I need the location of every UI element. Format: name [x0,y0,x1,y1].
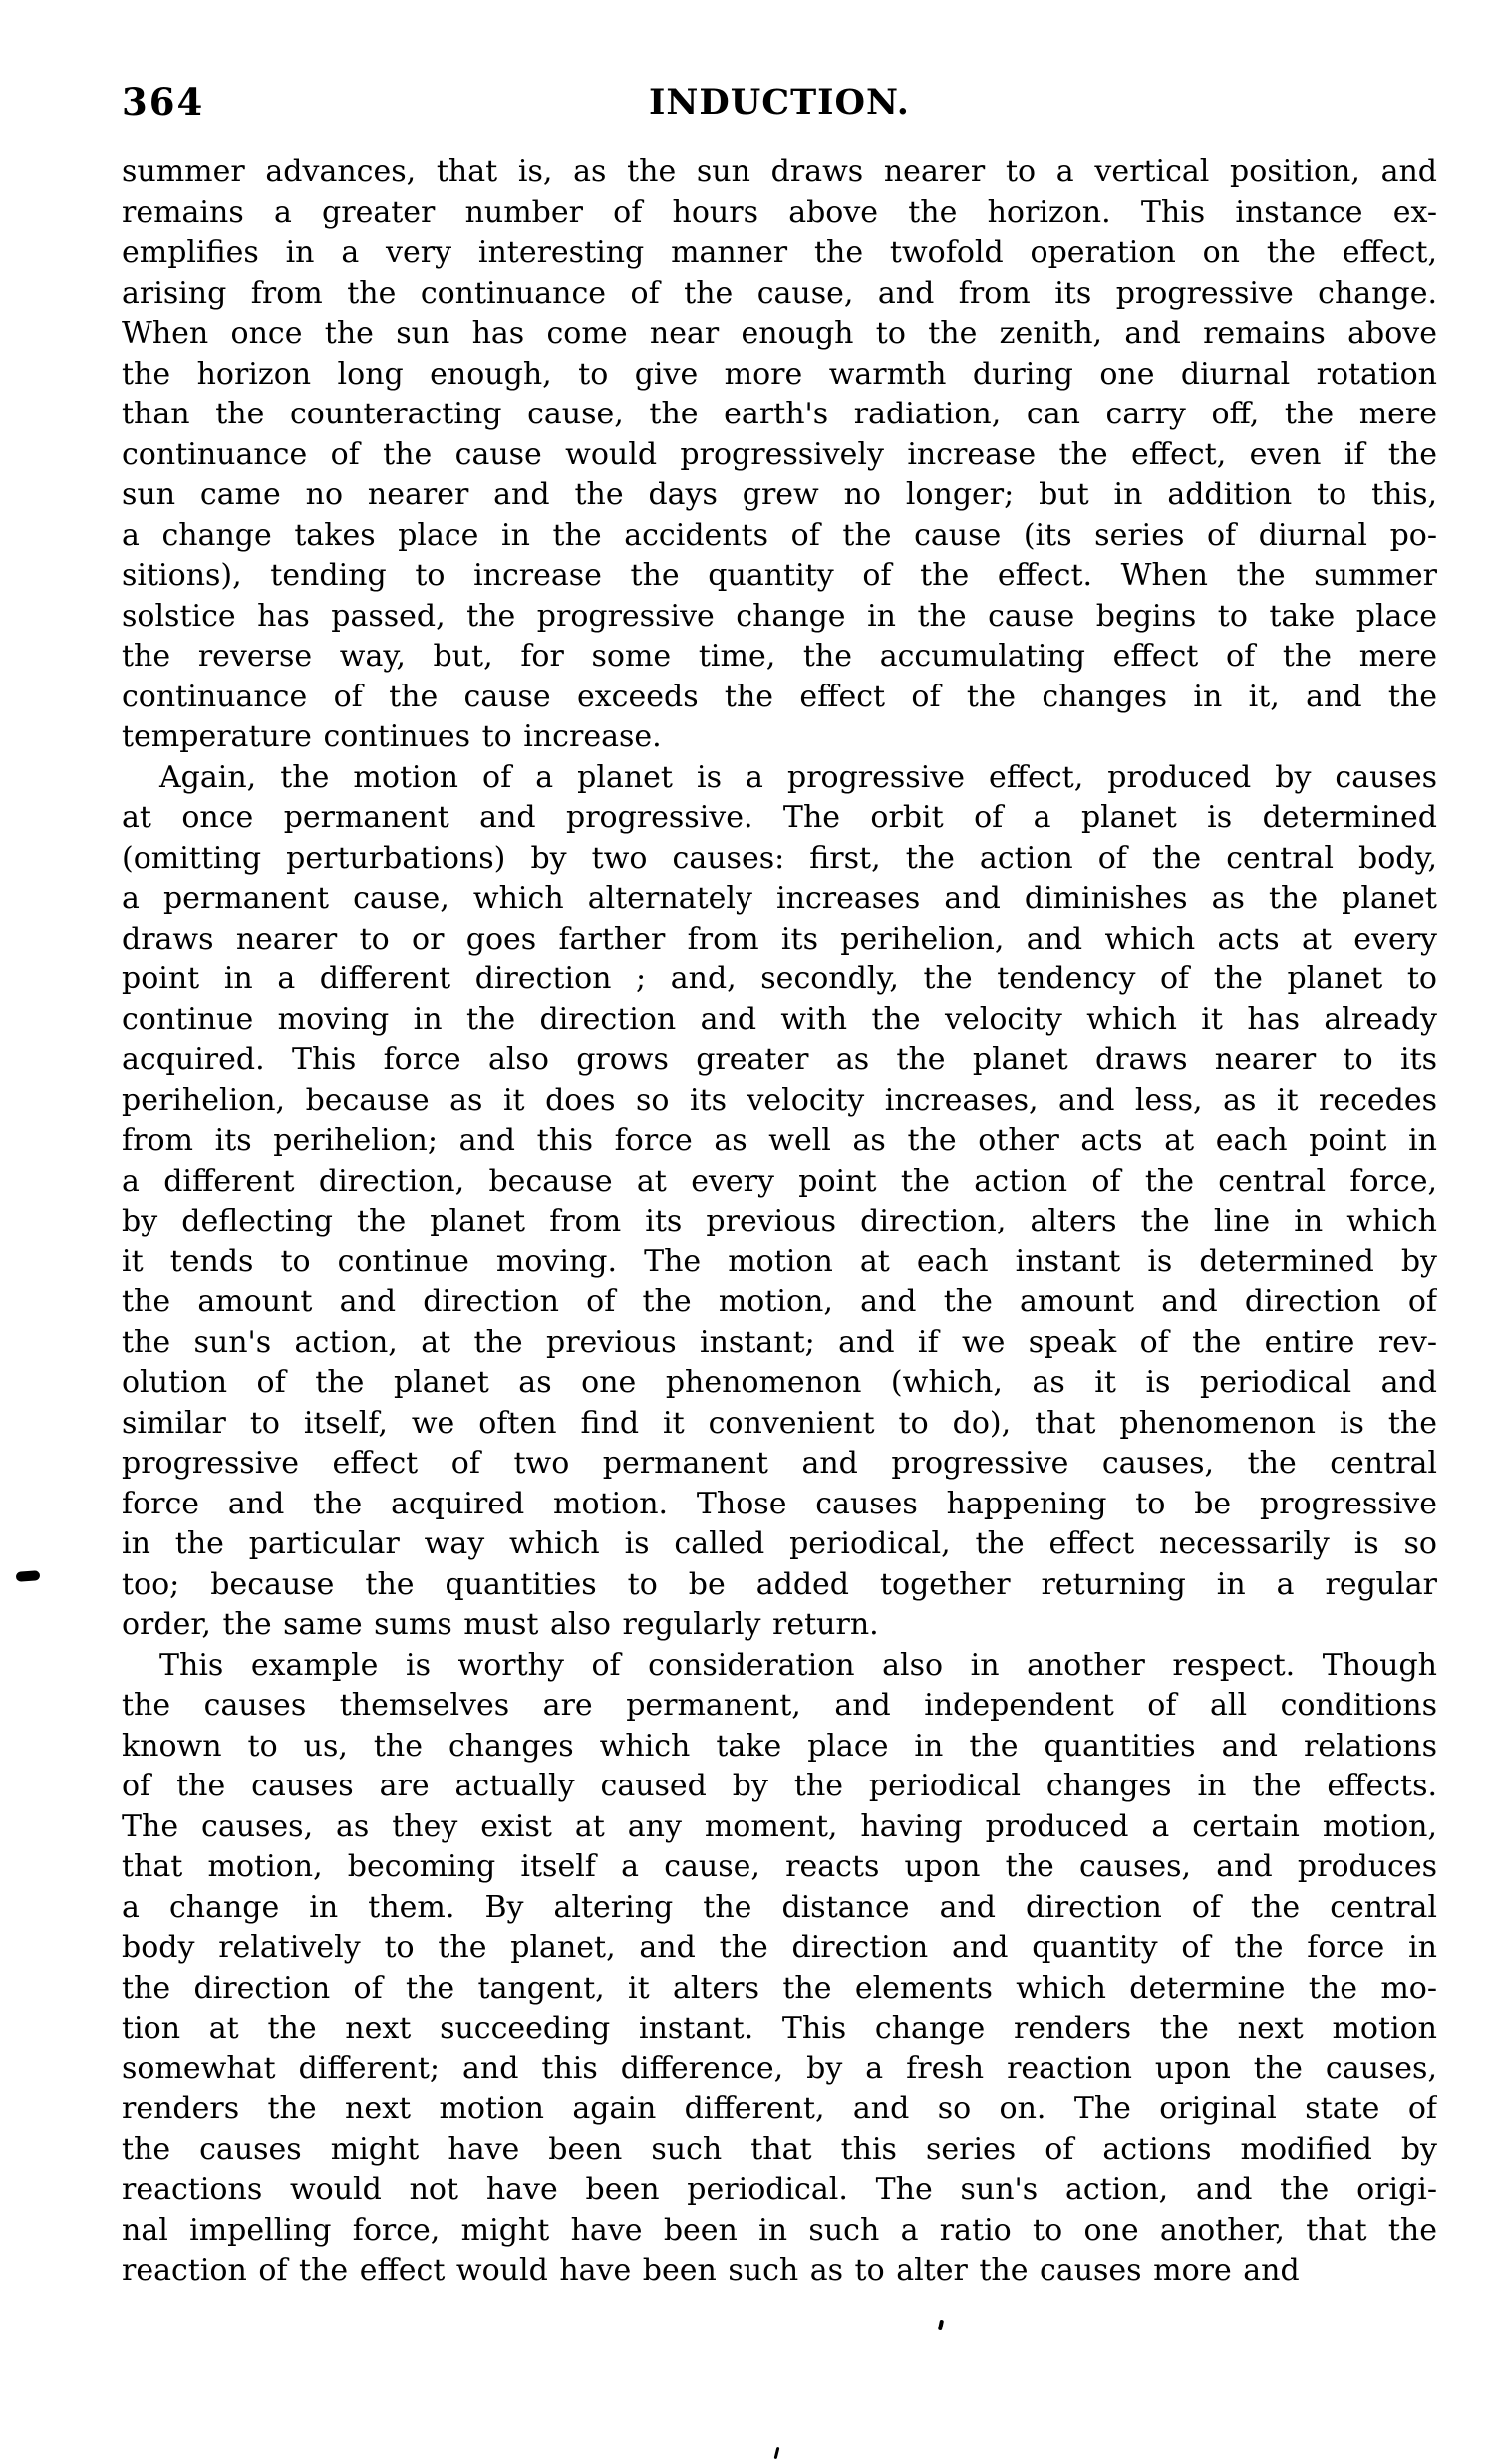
text-line: point in a different direction ; and, secondly, the tendency of the planet to [122,961,1437,996]
text-line: olution of the planet as one phenomenon (which, as it is periodical and [122,1365,1437,1400]
text-line: force and the acquired motion. Those causes happening to be progressive [122,1486,1437,1521]
text-line: remains a greater number of hours above the horizon. This instance ex- [122,194,1437,230]
text-line: (omitting perturbations) by two causes: first, the action of the central body, [122,840,1437,876]
text-line: known to us, the changes which take place in the quantities and relations [122,1728,1437,1764]
text-line: reactions would not have been periodical. The sun's action, and the origi- [122,2172,1437,2207]
text-line: perihelion, because as it does so its velocity increases, and less, as it recedes [122,1082,1437,1118]
text-line: of the causes are actually caused by the periodical changes in the effects. [122,1769,1437,1803]
text-line: the amount and direction of the motion, and the amount and direction of [122,1284,1437,1319]
text-line: temperature continues to increase. [122,719,662,754]
text-line: acquired. This force also grows greater as the planet draws nearer to its [122,1042,1437,1077]
text-line: Again, the motion of a planet is a progressive effect, produced by causes [159,759,1437,795]
text-line: renders the next motion again different, and so on. The original state of [122,2091,1437,2126]
page-number: 364 [122,80,205,124]
chapter-running-head: INDUCTION. [649,82,910,123]
running-header [122,80,1437,128]
text-line: summer advances, that is, as the sun draws nearer to a vertical position, and [122,154,1437,189]
scan-speck [938,2320,944,2331]
text-line: that motion, becoming itself a cause, reacts upon the causes, and produces [122,1849,1437,1884]
text-line: similar to itself, we often find it convenient to do), that phenomenon is the [122,1405,1437,1441]
text-line: a permanent cause, which alternately increases and diminishes as the planet [122,881,1437,916]
text-line: the causes might have been such that this series of actions modified by [122,2131,1437,2167]
paragraph [122,1646,1437,2292]
text-line: somewhat different; and this difference, by a fresh reaction upon the causes, [122,2051,1437,2086]
text-line: at once permanent and progressive. The orbit of a planet is determined [122,800,1437,835]
text-line: draws nearer to or goes farther from its perihelion, and which acts at every [122,921,1437,957]
text-line: a change takes place in the accidents of the cause (its series of diurnal po- [122,517,1437,553]
text-line: The causes, as they exist at any moment, having produced a certain motion, [122,1808,1437,1844]
margin-ink-mark [16,1570,41,1582]
text-line: from its perihelion; and this force as well as the other acts at each point in [122,1123,1437,1158]
page-body [122,152,1437,2292]
text-line: the sun's action, at the previous instant; and if we speak of the entire rev- [122,1324,1437,1360]
text-line: progressive effect of two permanent and progressive causes, the central [122,1446,1437,1481]
text-line: When once the sun has come near enough to the zenith, and remains above [122,316,1437,351]
text-line: emplifies in a very interesting manner the twofold operation on the effect, [122,235,1437,270]
text-line: a different direction, because at every point the action of the central force, [122,1163,1437,1199]
text-line: the reverse way, but, for some time, the accumulating effect of the mere [122,639,1437,674]
paragraph [122,758,1437,1646]
text-line: sitions), tending to increase the quantity of the effect. When the summer [122,558,1437,593]
text-line: body relatively to the planet, and the direction and quantity of the force in [122,1930,1437,1965]
text-line: nal impelling force, might have been in such a ratio to one another, that the [122,2212,1437,2248]
text-line: continue moving in the direction and with the velocity which it has already [122,1001,1437,1037]
text-line: continuance of the cause would progressively increase the effect, even if the [122,436,1437,472]
text-line: the horizon long enough, to give more warmth during one diurnal rotation [122,356,1437,392]
text-line: solstice has passed, the progressive change in the cause begins to take place [122,598,1437,634]
text-line: reaction of the effect would have been such as to alter the causes more and [122,2253,1300,2288]
text-line: sun came no nearer and the days grew no longer; but in addition to this, [122,477,1437,512]
paragraph [122,152,1437,758]
text-line: a change in them. By altering the distance and direction of the central [122,1889,1437,1925]
text-line: the direction of the tangent, it alters the elements which determine the mo- [122,1970,1437,2006]
text-line: order, the same sums must also regularly return. [122,1607,879,1642]
text-line: This example is worthy of consideration also in another respect. Though [159,1647,1437,1683]
text-line: arising from the continuance of the cause, and from its progressive change. [122,275,1437,311]
text-line: continuance of the cause exceeds the effect of the changes in it, and the [122,679,1437,714]
text-line: it tends to continue moving. The motion at each instant is determined by [122,1243,1437,1279]
text-line: in the particular way which is called periodical, the effect necessarily is so [122,1526,1437,1561]
text-line: the causes themselves are permanent, and independent of all conditions [122,1688,1437,1723]
text-line: too; because the quantities to be added together returning in a regular [122,1566,1437,1602]
text-line: tion at the next succeeding instant. This change renders the next motion [122,2011,1437,2046]
text-line: than the counteracting cause, the earth's radiation, can carry off, the mere [122,397,1437,431]
text-line: by deflecting the planet from its previous direction, alters the line in which [122,1204,1437,1238]
scan-speck [774,2447,780,2459]
